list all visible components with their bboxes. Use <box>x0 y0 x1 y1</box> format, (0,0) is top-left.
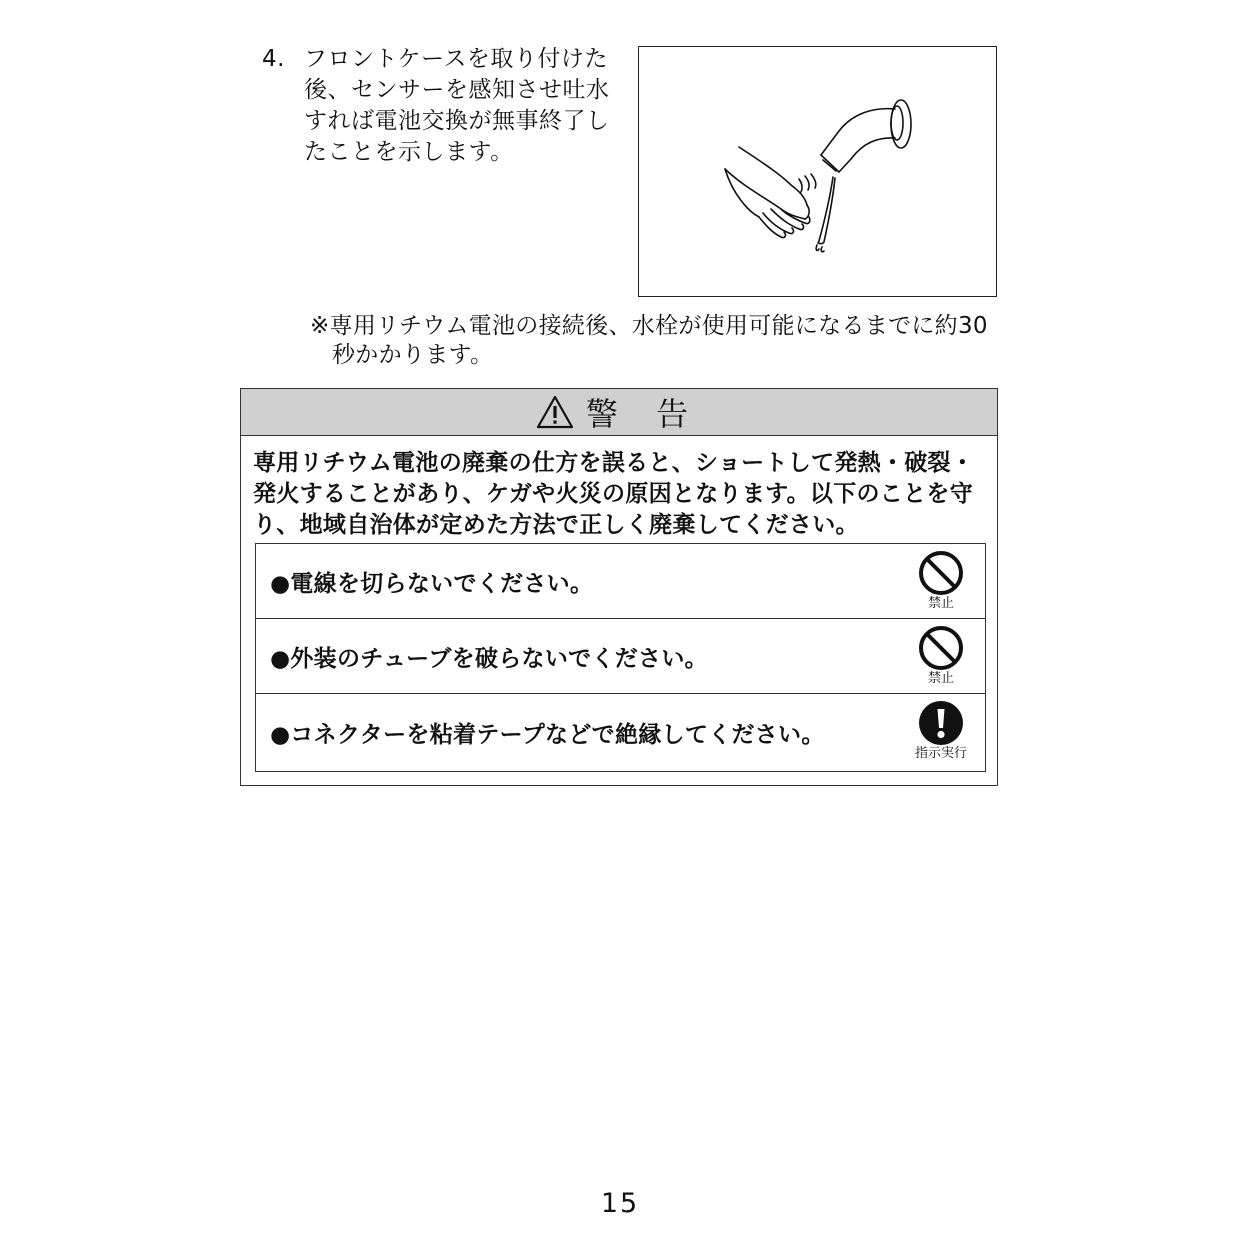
step-4 <box>262 44 622 168</box>
warning-rules <box>255 543 986 772</box>
faucet-sensor-illustration <box>638 46 997 297</box>
warning-header <box>241 389 997 436</box>
note-line-1: ※専用リチウム電池の接続後、水栓が使用可能になるまでに約30 <box>310 313 988 339</box>
rule-row <box>256 619 985 694</box>
warning-intro: 専用リチウム電池の廃棄の仕方を誤ると、ショートして発熱・破裂・ 発火することがあり、ケガや火災の原因となります。以下のことを守 り、地域自治体が定めた方法で正しく廃棄してください。 <box>253 450 975 538</box>
icon-label: 禁止 <box>927 596 954 611</box>
hand-under-faucet-icon <box>639 47 995 295</box>
note <box>310 312 1010 370</box>
prohibited-icon <box>911 550 971 611</box>
warning-box <box>240 388 998 786</box>
step-text: フロントケースを取り付けた 後、センサーを感知させ吐水 すれば電池交換が無事終了し たことを示します。 <box>304 46 610 165</box>
icon-label: 禁止 <box>927 671 954 686</box>
rule-text: ●電線を切らないでください。 <box>270 570 594 597</box>
prohibited-icon <box>911 625 971 686</box>
warning-title: 警 告 <box>585 395 703 433</box>
rule-text: ●外装のチューブを破らないでください。 <box>270 645 708 672</box>
step-number: 4. <box>262 46 285 72</box>
rule-row <box>256 694 985 771</box>
rule-text: ●コネクターを粘着テープなどで絶縁してください。 <box>270 722 825 748</box>
note-line-2: 秒かかります。 <box>332 342 494 368</box>
warning-triangle-icon <box>536 395 574 429</box>
mandatory-action-icon <box>911 700 971 761</box>
page-number: 15 <box>600 1188 640 1219</box>
icon-label: 指示実行 <box>914 746 967 761</box>
rule-row <box>256 544 985 619</box>
